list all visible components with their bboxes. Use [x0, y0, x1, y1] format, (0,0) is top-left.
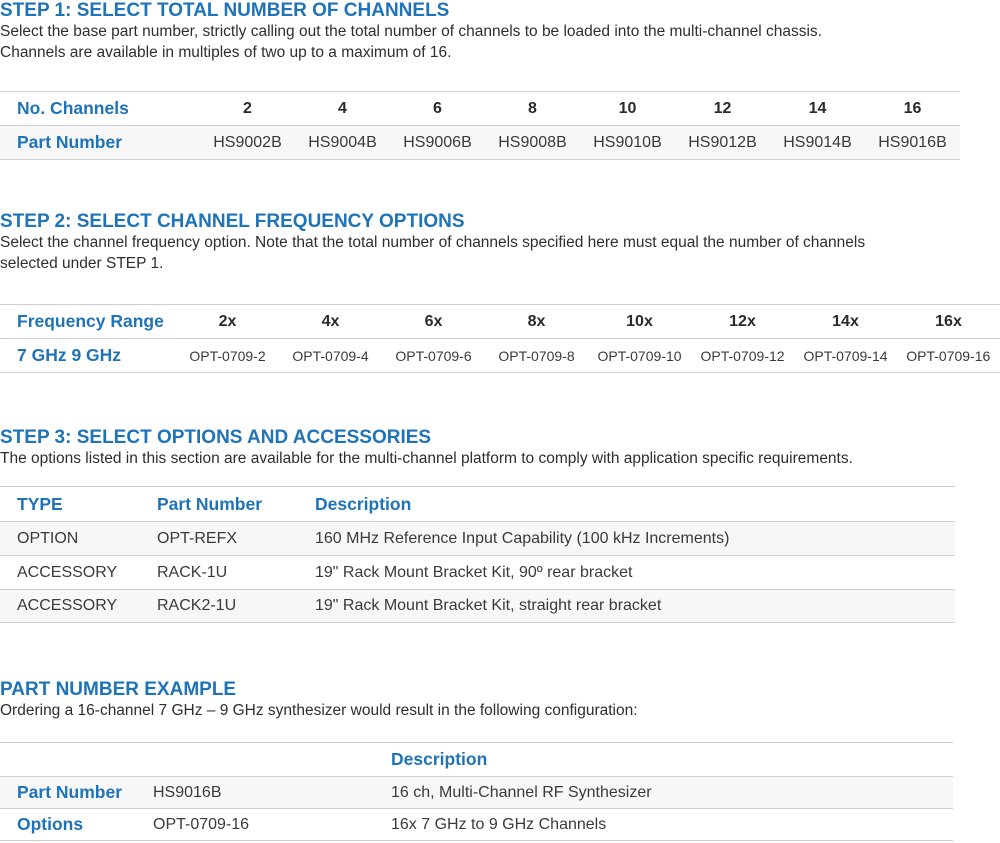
channels-row-label: No. Channels: [17, 98, 129, 118]
part-cell: RACK-1U: [157, 563, 228, 581]
option-code-cell: OPT-0709-4: [292, 347, 369, 364]
multiplier-cell: 8x: [527, 312, 546, 330]
table-row: [0, 809, 953, 841]
type-cell: ACCESSORY: [17, 563, 118, 581]
step3-description: The options listed in this section are available for the multi-channel platform to comply with application specific requirements.: [0, 450, 853, 467]
type-cell: OPTION: [17, 529, 79, 547]
step2-section: [0, 211, 865, 274]
channel-count: 16: [903, 99, 922, 117]
channel-count: 4: [338, 99, 347, 117]
options-header-row: [0, 487, 955, 522]
channel-count: 12: [713, 99, 732, 117]
desc-cell: 19" Rack Mount Bracket Kit, 90º rear bracket: [315, 563, 633, 581]
part-number-cell: HS9008B: [498, 133, 567, 151]
multiplier-cell: 2x: [218, 312, 237, 330]
example-heading: PART NUMBER EXAMPLE: [0, 679, 237, 700]
example-desc-cell: 16x 7 GHz to 9 GHz Channels: [391, 815, 607, 833]
option-code-cell: OPT-0709-6: [395, 347, 472, 364]
example-section: [0, 679, 638, 721]
part-cell: OPT-REFX: [157, 529, 238, 547]
option-code-cell: OPT-0709-16: [906, 347, 991, 364]
table-row: [0, 590, 955, 623]
example-header-spacer: [0, 743, 153, 777]
part-number-cell: HS9016B: [878, 133, 947, 151]
step1-heading: STEP 1: SELECT TOTAL NUMBER OF CHANNELS: [0, 0, 450, 21]
channel-count: 10: [618, 99, 637, 117]
example-row-label: Options: [17, 814, 84, 834]
multiplier-cell: 16x: [935, 312, 962, 330]
step1-description-line1: Select the base part number, strictly calling out the total number of channels to be loaded into the multi-channel chassis.: [0, 23, 822, 40]
frequency-row-label: Frequency Range: [17, 311, 164, 331]
example-value-cell: OPT-0709-16: [153, 815, 250, 833]
part-number-cell: HS9010B: [593, 133, 662, 151]
step1-description-line2: Channels are available in multiples of two up to a maximum of 16.: [0, 44, 452, 61]
multiplier-cell: 14x: [832, 312, 859, 330]
part-number-cell: HS9012B: [688, 133, 757, 151]
example-header-row: [0, 743, 953, 777]
part-number-cell: HS9002B: [213, 133, 282, 151]
options-table: [0, 486, 955, 623]
step1-section: [0, 0, 822, 63]
channel-count: 8: [528, 99, 537, 117]
example-value-cell: HS9016B: [153, 783, 222, 801]
part-number-cell: HS9004B: [308, 133, 377, 151]
col-type-header: TYPE: [17, 493, 63, 514]
option-row: [0, 339, 1000, 373]
channel-count: 14: [808, 99, 827, 117]
option-code-cell: OPT-0709-10: [597, 347, 682, 364]
channel-count: 2: [243, 99, 252, 117]
frequency-header-row: [0, 305, 1000, 339]
example-desc-cell: 16 ch, Multi-Channel RF Synthesizer: [391, 783, 652, 801]
example-table: [0, 742, 953, 841]
multiplier-cell: 12x: [729, 312, 756, 330]
option-code-cell: OPT-0709-12: [700, 347, 785, 364]
table-row: [0, 777, 953, 809]
part-number-row-label: Part Number: [17, 132, 123, 152]
multiplier-cell: 4x: [321, 312, 340, 330]
channels-header-row: [0, 92, 960, 126]
part-number-row: [0, 126, 960, 160]
table-row: [0, 556, 955, 590]
option-code-cell: OPT-0709-8: [498, 347, 575, 364]
desc-cell: 19" Rack Mount Bracket Kit, straight rear bracket: [315, 597, 662, 614]
example-header-spacer: [153, 743, 391, 777]
part-number-cell: HS9006B: [403, 133, 472, 151]
step2-description-line2: selected under STEP 1.: [0, 255, 164, 272]
col-part-header: Part Number: [157, 493, 263, 514]
channel-count: 6: [433, 99, 442, 117]
type-cell: ACCESSORY: [17, 597, 118, 614]
example-col-desc-header: Description: [391, 749, 488, 769]
table-row: [0, 522, 955, 556]
step3-heading: STEP 3: SELECT OPTIONS AND ACCESSORIES: [0, 427, 432, 448]
option-code-cell: OPT-0709-2: [189, 347, 266, 364]
col-desc-header: Description: [315, 493, 412, 514]
part-number-cell: HS9014B: [783, 133, 852, 151]
step3-section: [0, 427, 853, 469]
channels-table: [0, 91, 960, 160]
step2-heading: STEP 2: SELECT CHANNEL FREQUENCY OPTIONS: [0, 211, 465, 232]
step2-description-line1: Select the channel frequency option. Note that the total number of channels specified here must equal the number of channels: [0, 234, 866, 251]
part-cell: RACK2-1U: [157, 597, 237, 614]
example-row-label: Part Number: [17, 782, 123, 802]
multiplier-cell: 6x: [424, 312, 443, 330]
desc-cell: 160 MHz Reference Input Capability (100 kHz Increments): [315, 529, 730, 547]
option-code-cell: OPT-0709-14: [803, 347, 888, 364]
multiplier-cell: 10x: [626, 312, 653, 330]
frequency-table: [0, 304, 1000, 373]
example-description: Ordering a 16-channel 7 GHz – 9 GHz synthesizer would result in the following configuration:: [0, 702, 638, 719]
option-row-label: 7 GHz 9 GHz: [17, 345, 122, 365]
